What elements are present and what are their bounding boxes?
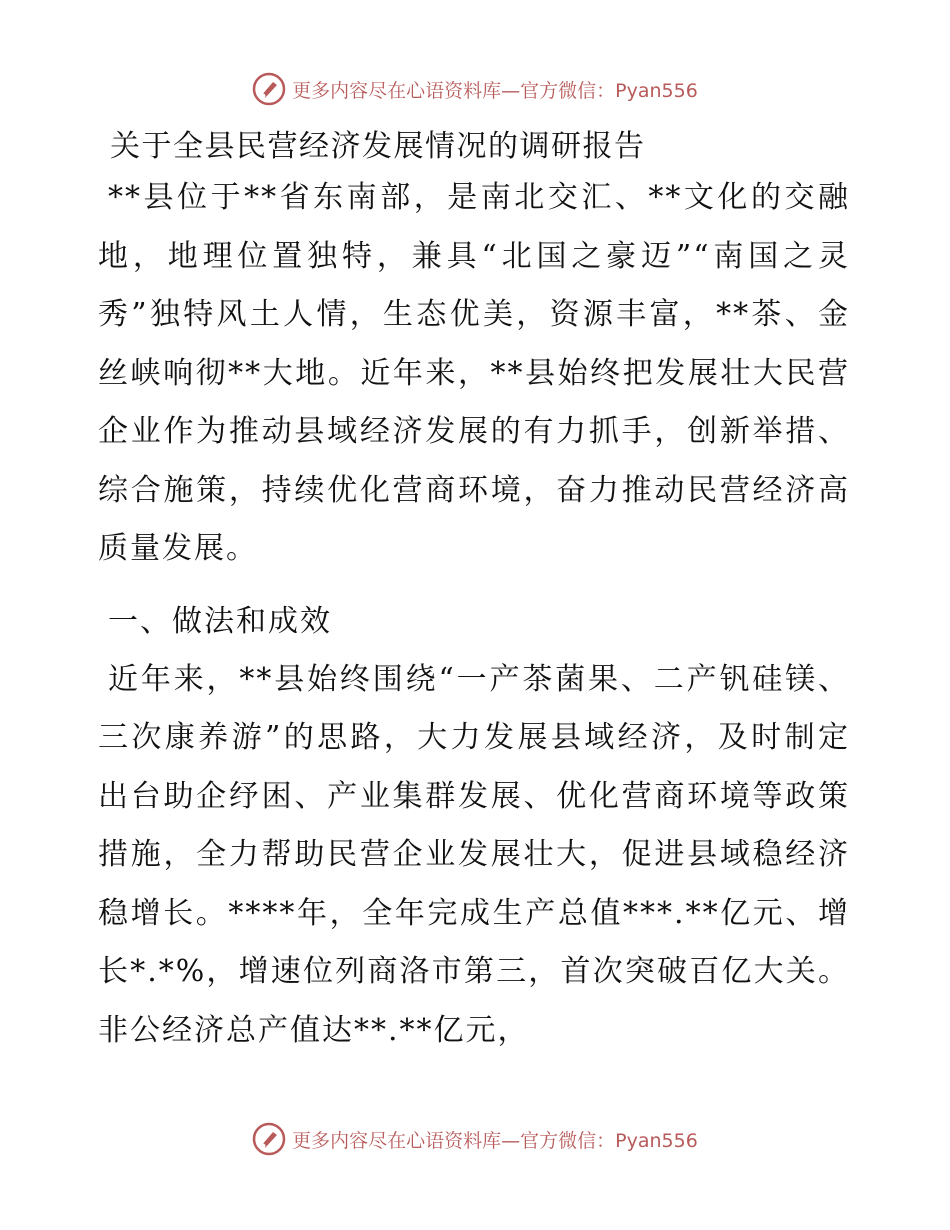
watermark-text: 更多内容尽在心语资料库—官方微信：Pyan556 (292, 1129, 698, 1152)
pen-logo-icon (252, 72, 286, 106)
watermark-text: 更多内容尽在心语资料库—官方微信：Pyan556 (292, 79, 698, 102)
document-body (98, 125, 850, 1060)
section-heading: 一、做法和成效 (108, 603, 332, 639)
intro-paragraph: **县位于**省东南部，是南北交汇、**文化的交融地，地理位置独特，兼具“北国之豪迈”“南国之灵秀”独特风土人情，生态优美，资源丰富，**茶、金丝峡响彻**大地。近年来，**县始终把发展壮大民营企业作为推动县域经济发展的有力抓手，创新举措、综合施策，持续优化营商环境，奋力推动民营经济高质量发展。 (98, 180, 850, 566)
document-title: 关于全县民营经济发展情况的调研报告 (110, 129, 646, 164)
section-paragraph: 近年来，**县始终围绕“一产茶菌果、二产钒硅镁、三次康养游”的思路，大力发展县域经济，及时制定出台助企纾困、产业集群发展、优化营商环境等政策措施，全力帮助民营企业发展壮大，促进县域稳经济稳增长。****年，全年完成生产总值***.**亿元、增长*.*%，增速位列商洛市第三，首次突破百亿大关。非公经济总产值达**.**亿元， (98, 661, 850, 1048)
pen-logo-icon (252, 1122, 286, 1156)
header-watermark (0, 72, 950, 106)
footer-watermark (0, 1122, 950, 1156)
